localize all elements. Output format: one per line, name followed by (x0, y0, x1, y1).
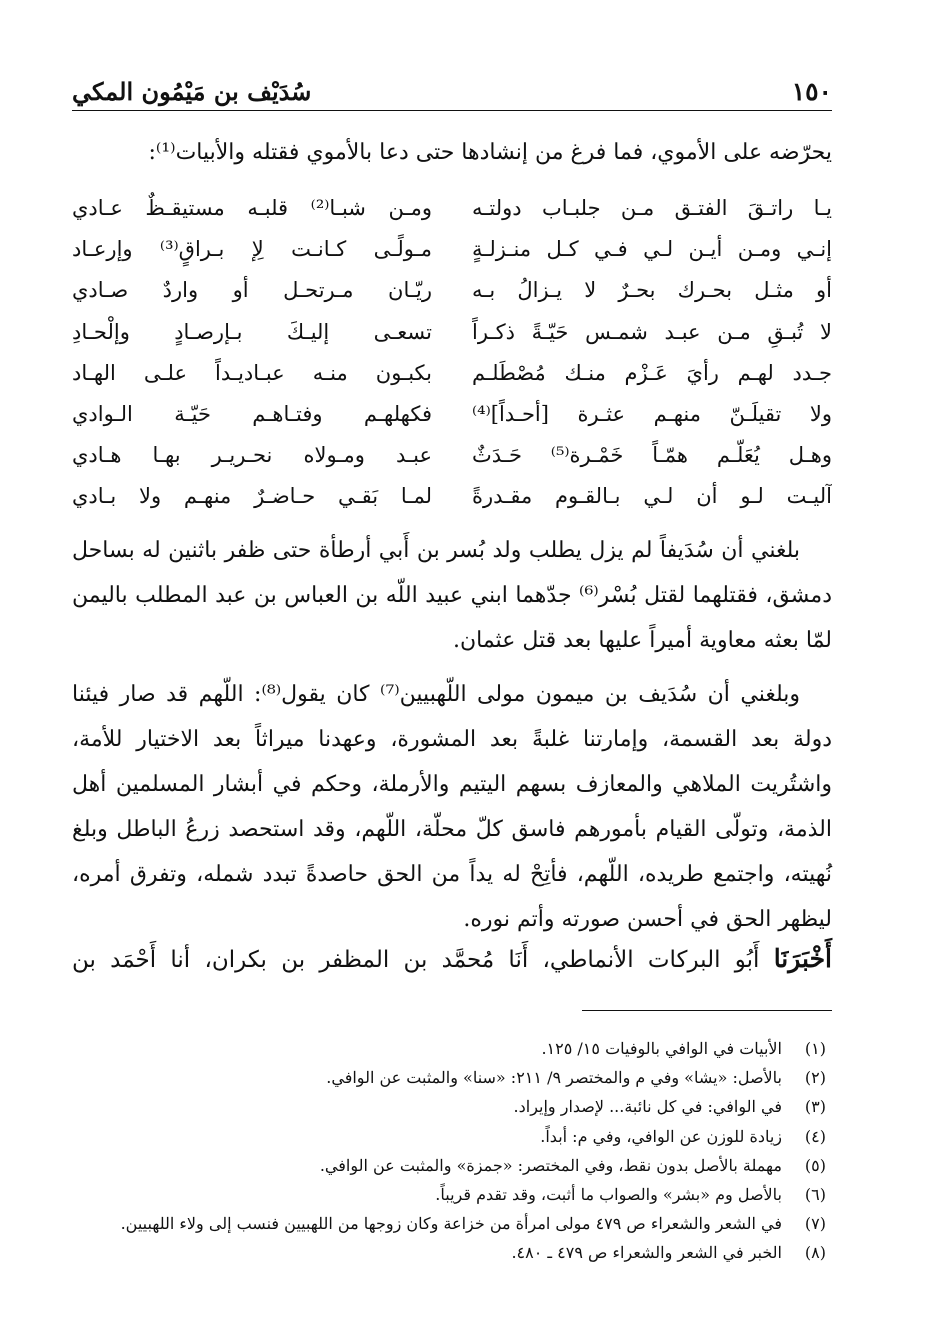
footnote-2 (72, 1063, 826, 1092)
footnote-text: مهملة بالأصل بدون نقط، وفي المختصر: «جمزة» والمثبت عن الوافي. (319, 1155, 782, 1175)
footnote-number: (٢) (804, 1068, 826, 1088)
isnad-rest: أَبُو البركات الأنماطي، أَنَا مُحمَّد بن المظفر بن بكران، أنا أَحْمَد بن (72, 947, 760, 973)
footnote-4 (72, 1122, 826, 1151)
footnotes (72, 1034, 826, 1268)
verse-5-right: جـدد لهـم رأيَ عَـزْم منـك مُصْطَلـم (472, 360, 832, 385)
page-number: ١٥٠ (791, 77, 832, 106)
footnote-divider (582, 1010, 832, 1011)
footnote-number: (٤) (804, 1126, 826, 1146)
verse-1-right: يـا راتـقَ الفتـق مـن جلبـاب دولتـه (472, 196, 832, 220)
isnad-line (72, 939, 832, 980)
poem (72, 188, 832, 518)
footnote-text: الأبيات في الوافي بالوفيات ١٥/ ١٢٥. (541, 1039, 782, 1058)
footnote-5 (72, 1151, 826, 1180)
verse-3-right: أو مثـل بحـرك بحـرٌ لا يـزالُ بـه (472, 278, 832, 303)
verse-4-right: لا تُبـقِ مـن عبـد شمـس حَيّـةً ذكـراً (472, 319, 832, 344)
footnote-6 (72, 1180, 826, 1209)
footnote-text: في الشعر والشعراء ص ٤٧٩ مولى امرأة من خزاعة وكان زوجها من اللهبيين فنسب إلى ولاء اللهبيين. (120, 1214, 782, 1234)
verse-8-left: لمـا بَقـي حـاضـرٌ منهـم ولا بـادي (72, 484, 432, 509)
footnote-number: (١) (804, 1039, 826, 1058)
verse-2-left: مـولًـى كـانـت لِإ بـراقٍ⁽³⁾ وإرعـاد (72, 237, 432, 262)
isnad-lead: أَخْبَرَنَا (773, 944, 833, 973)
running-title: سُدَيْف بن مَيْمُون المكي (72, 77, 312, 106)
footnote-1 (72, 1034, 826, 1063)
footnote-number: (٦) (804, 1185, 826, 1205)
footnote-7 (72, 1209, 826, 1238)
verse-5-left: بكبـون منـه عبـاديـداً علـى الهـاد (72, 360, 432, 385)
intro-text: يحرّضه على الأموي، فما فرغ من إنشادها حتى دعا بالأموي فقتله والأبيات⁽¹⁾: (148, 140, 832, 165)
verse-2-right: إنـي ومـن أيـن لـي فـي كـل منـزلـةٍ (472, 237, 832, 262)
page-header (72, 66, 832, 106)
footnote-3 (72, 1092, 826, 1121)
verse-6-left: فكهلهـم وفتـاهـم حَيّـة الـوادي (72, 402, 432, 427)
verse-7-left: عبـد ومـولاه نحـريـر بهـا هـادي (72, 443, 432, 468)
footnote-number: (٨) (804, 1243, 826, 1263)
footnote-text: في الوافي: في كل نائبة... لإصدار وإيراد. (513, 1097, 782, 1117)
footnote-number: (٣) (804, 1097, 826, 1117)
paragraph-1: بلغني أن سُدَيفاً لم يزل يطلب ولد بُسر بن أَبي أرطأة حتى ظفر باثنين له بساحل دمشق، فقتلهما لقتل بُسْر⁽⁶⁾ جدّهما ابني عبيد اللّه بن العباس بن عبد المطلب باليمن لمّا بعثه معاوية أميراً عليها بعد قتل عثمان. (72, 538, 833, 653)
footnote-text: الخبر في الشعر والشعراء ص ٤٧٩ ـ ٤٨٠. (511, 1243, 782, 1263)
footnote-8 (72, 1238, 826, 1267)
verse-1-left: ومـن شبـا⁽²⁾ قلبـه مستيقـظٌ عـادي (72, 196, 432, 220)
footnote-number: (٧) (804, 1214, 826, 1234)
verse-3-left: ريّـان مـرتحـل أو واردٌ صـادي (72, 278, 432, 303)
verse-6-right: ولا تقيلَـنّ منهـم عثـرة [أحـداً]⁽⁴⁾ (472, 402, 832, 427)
verse-7-right: وهـل يُعَلّـم همّـاً خَمْـرة⁽⁵⁾ حَـدَثٌ (472, 443, 832, 468)
paragraph-2: وبلغني أن سُدَيف بن ميمون مولى اللّهبيين⁽⁷⁾ كان يقول⁽⁸⁾: اللّهم قد صار فيئنا دولة بعد القسمة، وإمارتنا غلبةً بعد المشورة، وعهدنا ميراثاً بعد الاختيار للأمة، واشتُريت الملاهي والمعازف بسهم اليتيم والأرملة، وحكم في أبشار المسلمين أهل الذمة، وتولّى القيام بأمورهم فاسق كلّ محلّة، اللّهم، وقد استحصد زرعُ الباطل وبلغ نُهيته، واجتمع طريده، اللّهم، فأتِحْ له يداً من الحق حاصدةً تبدد شمله، وتفرق أمره، ليظهر الحق في أحسن صورته وأتم نوره. (72, 682, 832, 932)
footnote-text: بالأصل وم «بشر» والصواب ما أثبت، وقد تقدم قريباً. (435, 1185, 782, 1205)
footnote-number: (٥) (804, 1155, 826, 1175)
verse-4-left: تسعـى إليـكَ بـإرصـادٍ وإلْحـادِ (72, 319, 432, 344)
footnote-text: زيادة للوزن عن الوافي، وفي م: أبداً. (540, 1126, 782, 1146)
verse-8-right: آليـت لـو أن لـي بـالقـوم مقـدرةً (472, 484, 832, 509)
footnote-text: بالأصل: «يشا» وفي م والمختصر ٩/ ٢١١: «سنا» والمثبت عن الوافي. (326, 1068, 782, 1088)
header-divider (72, 110, 832, 111)
